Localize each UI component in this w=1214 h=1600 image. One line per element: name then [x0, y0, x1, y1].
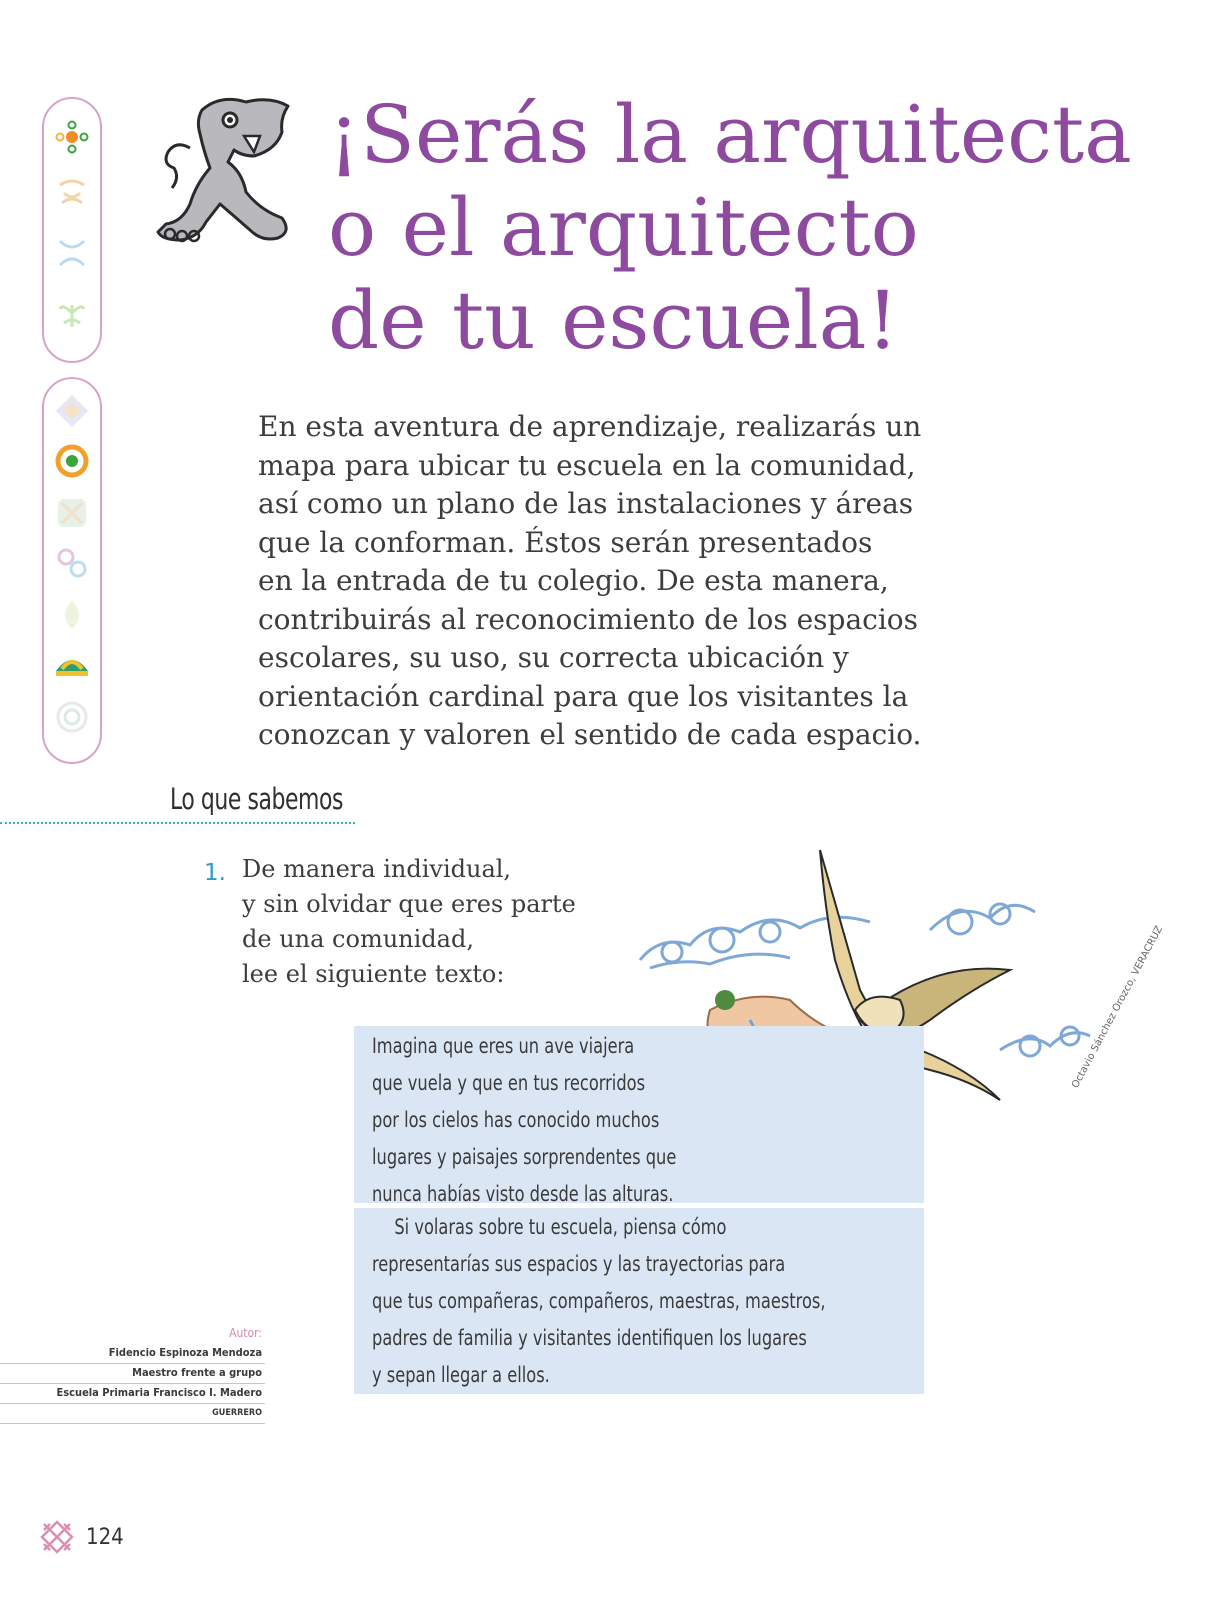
illustration-credit: Octavio Sánchez Orozco, VERACRUZ — [1070, 924, 1166, 1091]
author-name: Fidencio Espinoza Mendoza — [0, 1344, 265, 1364]
title-line: o el arquitecto — [328, 181, 919, 274]
reading-line: representarías sus espacios y las trayectorias para — [372, 1252, 786, 1276]
cross-faded-icon — [54, 235, 90, 271]
reading-box-paragraph-1 — [354, 1026, 924, 1206]
intro-line: en la entrada de tu colegio. De esta manera, — [258, 564, 889, 597]
dome-icon — [54, 647, 90, 683]
figure-faded-icon — [54, 175, 90, 211]
reading-line: lugares y paisajes sorprendentes que — [372, 1145, 677, 1169]
intro-line: así como un plano de las instalaciones y áreas — [258, 487, 914, 520]
title-line: ¡Serás la arquitecta — [328, 88, 1132, 181]
intro-line: mapa para ubicar tu escuela en la comunidad, — [258, 448, 916, 482]
intro-paragraph — [258, 408, 958, 755]
reading-line: que tus compañeras, compañeros, maestras, maestros, — [372, 1289, 826, 1313]
reading-line: nunca habías visto desde las alturas. — [372, 1182, 674, 1206]
reading-line: que vuela y que en tus recorridos — [372, 1071, 646, 1095]
reading-line: padres de familia y visitantes identifiquen los lugares — [372, 1326, 807, 1350]
intro-line: que la conforman. Éstos serán presentados — [258, 525, 873, 559]
activity-line: de una comunidad, — [242, 925, 474, 953]
leaf-faded-icon — [54, 597, 90, 633]
author-state: GUERRERO — [0, 1404, 265, 1424]
activity-line: y sin olvidar que eres parte — [242, 890, 576, 918]
rings-faded-icon — [54, 545, 90, 581]
sprout-faded-icon — [54, 295, 90, 331]
intro-line: contribuirás al reconocimiento de los espacios — [258, 602, 919, 636]
activity-line: lee el siguiente texto: — [242, 960, 505, 988]
spiral-icon — [54, 443, 90, 479]
diamond-faded-icon — [54, 393, 90, 429]
activity-line: De manera individual, — [242, 855, 512, 883]
intro-line: escolares, su uso, su correcta ubicación y — [258, 641, 849, 674]
reading-line: Imagina que eres un ave viajera — [372, 1034, 635, 1058]
intro-line: conozcan y valoren el sentido de cada espacio. — [258, 718, 922, 751]
reading-line: por los cielos has conocido muchos — [372, 1108, 660, 1132]
reading-line: Si volaras sobre tu escuela, piensa cómo — [394, 1215, 727, 1239]
intro-line: orientación cardinal para que los visitantes la — [258, 679, 909, 713]
author-label: Autor: — [229, 1326, 262, 1340]
page-number: 124 — [86, 1525, 124, 1550]
activity-instructions — [242, 852, 622, 992]
intro-line: En esta aventura de aprendizaje, realizarás un — [258, 410, 922, 443]
author-role: Maestro frente a grupo — [0, 1364, 265, 1384]
field-icons-rail — [42, 377, 102, 764]
phase-icons-rail — [42, 97, 102, 363]
title-line: de tu escuela! — [328, 274, 899, 367]
section-divider — [0, 822, 355, 824]
author-school: Escuela Primaria Francisco I. Madero — [0, 1384, 265, 1404]
prehispanic-glyph-illustration — [150, 92, 300, 252]
square-faded-icon — [54, 495, 90, 531]
section-heading: Lo que sabemos — [170, 782, 343, 816]
activity-number: 1. — [204, 860, 226, 886]
page-title — [328, 88, 1188, 367]
decorative-knot-icon — [40, 1520, 74, 1554]
reading-box-paragraph-2 — [354, 1208, 924, 1394]
reading-line: y sepan llegar a ellos. — [372, 1363, 550, 1387]
author-credit — [0, 1324, 265, 1424]
circle-faded-icon — [54, 699, 90, 735]
flower-icon — [54, 119, 90, 155]
